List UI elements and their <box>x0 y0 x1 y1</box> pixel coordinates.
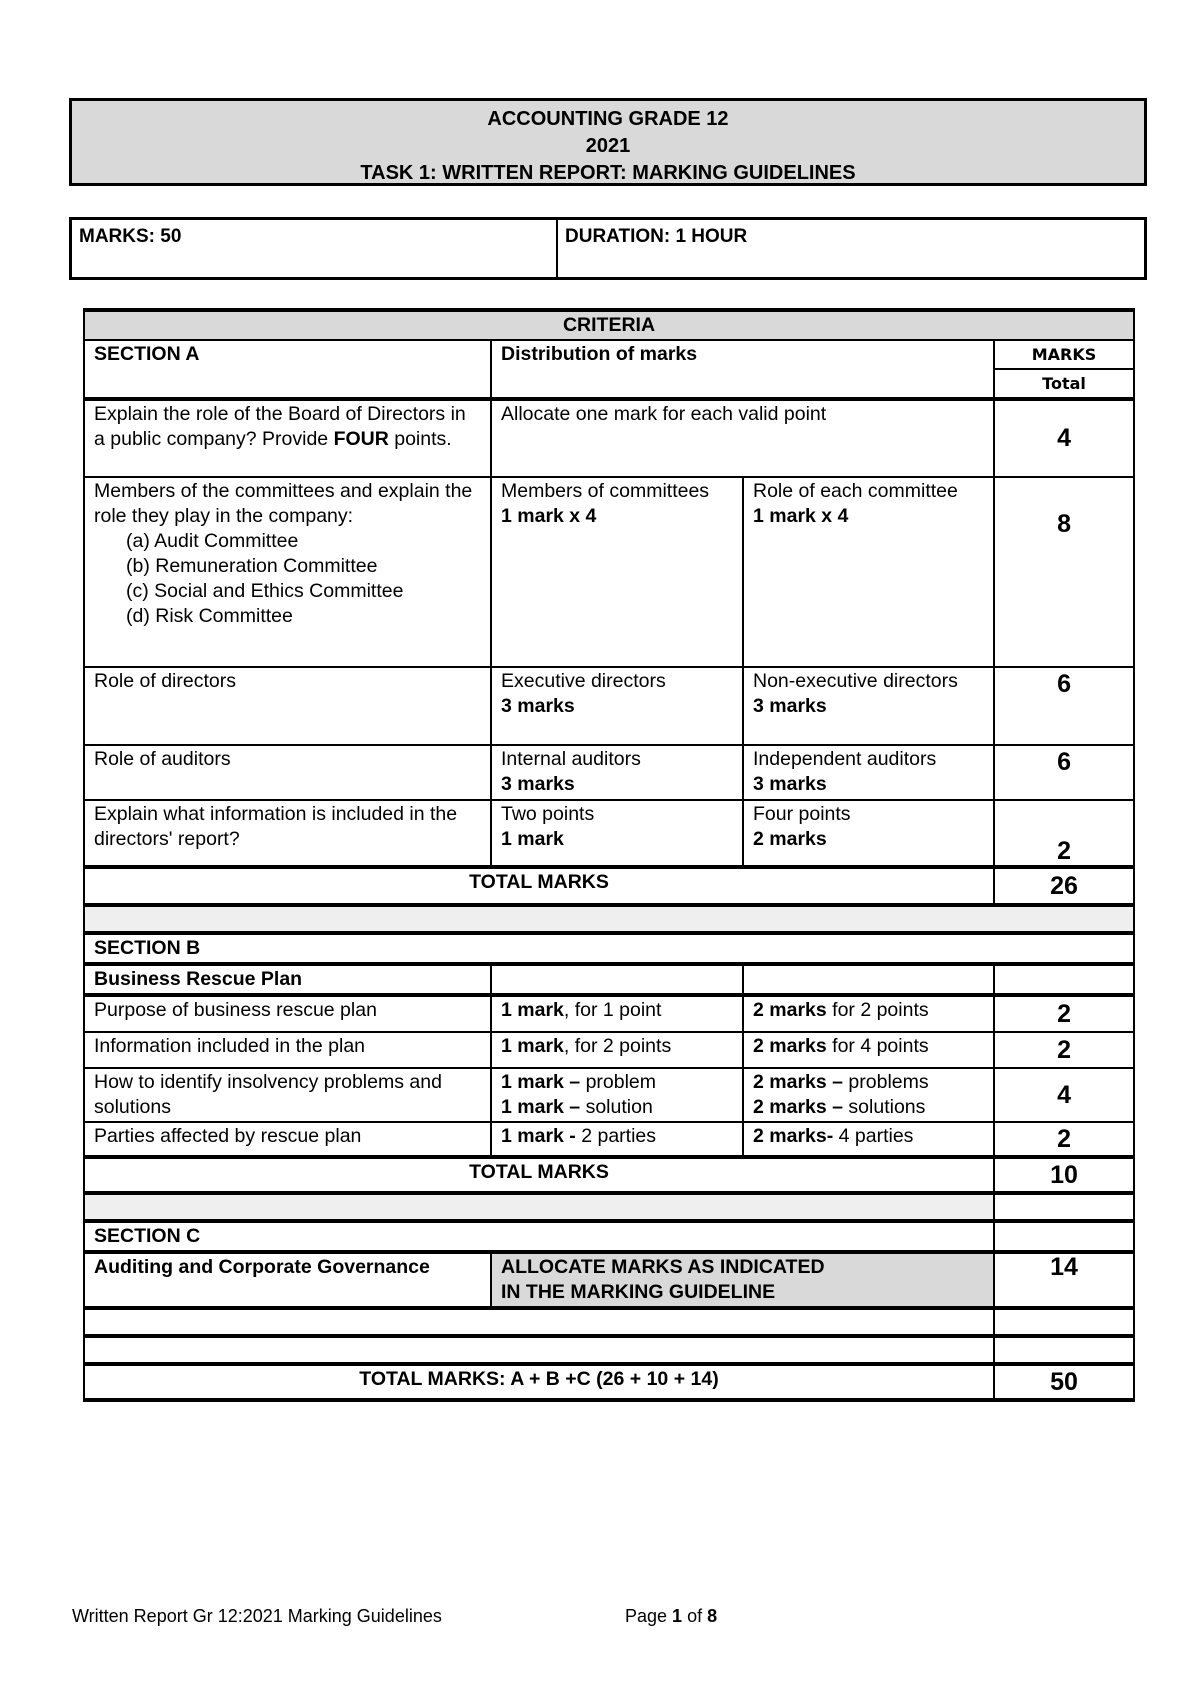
empty-cell <box>994 964 1134 995</box>
section-a-heading: SECTION A <box>84 340 491 399</box>
marks-parties-affected: 2 <box>994 1122 1134 1157</box>
section-c-heading: SECTION C <box>84 1221 994 1252</box>
empty-cell <box>994 1193 1134 1221</box>
question-insolvency-problems: How to identify insolvency problems and solutions <box>84 1068 491 1122</box>
committee-list <box>94 529 481 629</box>
section-b-total-value: 10 <box>994 1157 1134 1193</box>
section-c-subheading: Auditing and Corporate Governance <box>84 1252 491 1308</box>
marks-insolvency-problems: 4 <box>994 1068 1134 1122</box>
list-item: (a) Audit Committee <box>126 530 299 552</box>
empty-cell <box>994 1308 1134 1336</box>
title-line-year: 2021 <box>585 135 631 157</box>
title-line-subject: ACCOUNTING GRADE 12 <box>487 108 729 130</box>
distribution-non-executive-directors: Non-executive directors 3 marks <box>743 667 994 745</box>
title-line-task: TASK 1: WRITTEN REPORT: MARKING GUIDELINES <box>360 162 856 184</box>
allocate-marks-note: ALLOCATE MARKS AS INDICATED IN THE MARKING GUIDELINE <box>491 1252 994 1308</box>
total-marks-label: MARKS: 50 <box>72 220 558 277</box>
question-directors-report: Explain what information is included in the directors' report? <box>84 800 491 867</box>
marks-column-heading: MARKS <box>994 340 1134 369</box>
spacer-row <box>84 905 1134 933</box>
criteria-table <box>83 308 1135 1402</box>
distribution-independent-auditors: Independent auditors 3 marks <box>743 745 994 800</box>
empty-cell <box>491 964 743 995</box>
marks-board-of-directors: 4 <box>994 399 1134 477</box>
list-item: (d) Risk Committee <box>126 605 293 627</box>
empty-row <box>84 1336 994 1364</box>
marks-directors-report: 2 <box>994 800 1134 867</box>
question-information-in-plan: Information included in the plan <box>84 1032 491 1068</box>
footer-page-number: Page 1 of 8 <box>625 1606 718 1626</box>
distribution-board-of-directors: Allocate one mark for each valid point <box>491 399 994 477</box>
empty-cell <box>743 964 994 995</box>
empty-cell <box>994 1221 1134 1252</box>
duration-label: DURATION: 1 HOUR <box>565 226 748 247</box>
section-a-total-value: 26 <box>994 867 1134 905</box>
distribution-two-marks: 2 marks for 2 points <box>743 995 994 1032</box>
marks-information-in-plan: 2 <box>994 1032 1134 1068</box>
marks-section-c: 14 <box>994 1252 1134 1308</box>
distribution-problems-solutions: 2 marks – problems 2 marks – solutions <box>743 1068 994 1122</box>
distribution-problem-solution: 1 mark – problem 1 mark – solution <box>491 1068 743 1122</box>
distribution-one-mark: 1 mark, for 1 point <box>491 995 743 1032</box>
question-role-of-directors: Role of directors <box>84 667 491 745</box>
distribution-four-parties: 2 marks- 4 parties <box>743 1122 994 1157</box>
marks-role-of-auditors: 6 <box>994 745 1134 800</box>
section-b-total-label: TOTAL MARKS <box>84 1157 994 1193</box>
section-a-total-label: TOTAL MARKS <box>84 867 994 905</box>
marks-duration-box <box>69 217 1147 280</box>
distribution-one-mark: 1 mark, for 2 points <box>491 1032 743 1068</box>
spacer-row <box>84 1193 994 1221</box>
question-board-of-directors: Explain the role of the Board of Directors in a public company? Provide FOUR points. <box>84 399 491 477</box>
empty-cell <box>994 1336 1134 1364</box>
total-column-heading: Total <box>994 369 1134 399</box>
section-b-heading: SECTION B <box>84 933 1134 964</box>
distribution-four-points: Four points 2 marks <box>743 800 994 867</box>
document-title-box <box>69 98 1147 186</box>
list-item: (b) Remuneration Committee <box>126 555 378 577</box>
section-b-subheading: Business Rescue Plan <box>84 964 491 995</box>
distribution-committee-members: Members of committees 1 mark x 4 <box>491 477 743 667</box>
distribution-two-points: Two points 1 mark <box>491 800 743 867</box>
question-role-of-auditors: Role of auditors <box>84 745 491 800</box>
empty-row <box>84 1308 994 1336</box>
distribution-internal-auditors: Internal auditors 3 marks <box>491 745 743 800</box>
distribution-heading: Distribution of marks <box>491 340 994 399</box>
marks-role-of-directors: 6 <box>994 667 1134 745</box>
grand-total-label: TOTAL MARKS: A + B +C (26 + 10 + 14) <box>84 1364 994 1400</box>
marks-purpose-rescue-plan: 2 <box>994 995 1134 1032</box>
distribution-two-marks: 2 marks for 4 points <box>743 1032 994 1068</box>
list-item: (c) Social and Ethics Committee <box>126 580 404 602</box>
question-committees: Members of the committees and explain the role they play in the company: (a) Audit Committee (b) Remuneration Committee (c) Social and Ethics Committee (d) Risk Committee <box>84 477 491 667</box>
distribution-executive-directors: Executive directors 3 marks <box>491 667 743 745</box>
criteria-header: CRITERIA <box>84 310 1134 340</box>
distribution-committee-role: Role of each committee 1 mark x 4 <box>743 477 994 667</box>
grand-total-value: 50 <box>994 1364 1134 1400</box>
marks-committees: 8 <box>994 477 1134 667</box>
distribution-two-parties: 1 mark - 2 parties <box>491 1122 743 1157</box>
footer-document-title: Written Report Gr 12:2021 Marking Guidelines <box>72 1606 442 1626</box>
question-purpose-rescue-plan: Purpose of business rescue plan <box>84 995 491 1032</box>
question-parties-affected: Parties affected by rescue plan <box>84 1122 491 1157</box>
